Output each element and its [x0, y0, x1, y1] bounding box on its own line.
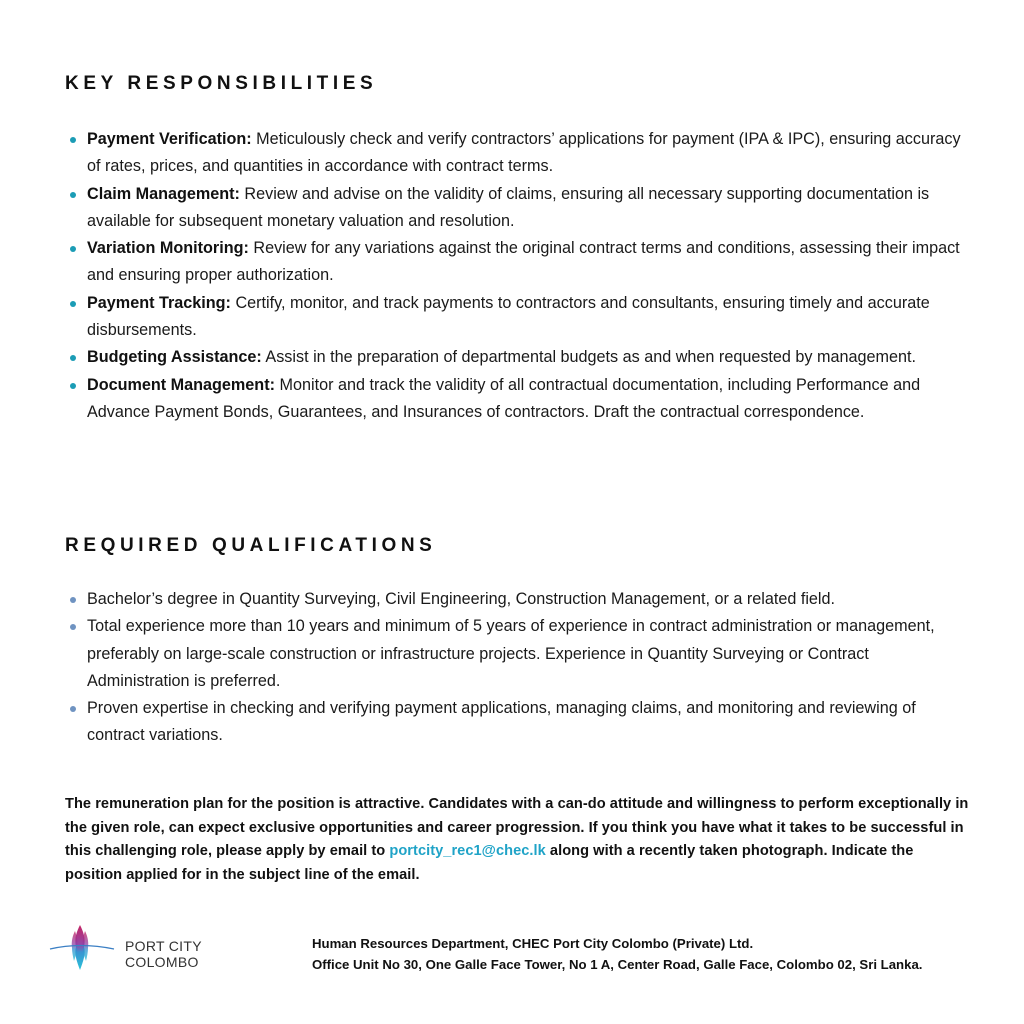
- item-label: Variation Monitoring:: [87, 239, 249, 258]
- item-label: Payment Verification:: [87, 130, 252, 148]
- remuneration-text-after: along with a recently taken photograph.: [545, 843, 832, 859]
- bullet-icon: [70, 355, 76, 361]
- key-responsibilities-heading: KEY RESPONSIBILITIES: [65, 73, 378, 94]
- item-text: Review and advise on the validity of claims, ensuring all necessary supporting documentation is available for subsequent monetary valuation and resolution.: [87, 184, 930, 230]
- logo-text: PORT CITY COLOMBO: [125, 938, 202, 970]
- item-text: Proven expertise in checking and verifying payment applications, managing claims, and monitoring and reviewing of contract variations.: [87, 699, 916, 745]
- required-qualifications-heading: REQUIRED QUALIFICATIONS: [65, 535, 437, 556]
- list-item: [70, 344, 970, 371]
- item-text: Monitor and track the validity of all contractual documentation, including Performance and Advance Payment Bonds, Guarantees, and Insurances of contractors. Draft the contractual correspondence.: [87, 375, 921, 421]
- qualifications-list: [70, 586, 970, 750]
- item-label: Payment Tracking:: [87, 293, 231, 312]
- lotus-logo-icon: [48, 922, 123, 972]
- list-item: [70, 586, 970, 613]
- subject-line-instruction: Indicate the position applied for in the subject line of the email.: [65, 843, 914, 883]
- list-item: [70, 235, 970, 290]
- remuneration-text: The remuneration plan for the position is attractive. Candidates with a can-do attitude and willingness to perform exceptionally in the given role, can expect exclusive opportunities and career progression. If you think you have what it takes to be successful in this challenging role, please apply by email to: [65, 796, 969, 859]
- list-item: [70, 181, 970, 236]
- bullet-icon: [70, 383, 76, 389]
- responsibilities-list: [70, 126, 970, 426]
- item-text: Assist in the preparation of departmental budgets as and when requested by management.: [261, 348, 917, 367]
- bullet-icon: [70, 597, 76, 603]
- list-item: [70, 290, 970, 345]
- item-label: Document Management:: [87, 375, 275, 394]
- item-text: Certify, monitor, and track payments to contractors and consultants, ensuring timely and accurate disbursements.: [87, 293, 930, 340]
- bullet-icon: [70, 137, 76, 143]
- bullet-icon: [70, 624, 76, 630]
- port-city-colombo-logo: [48, 922, 278, 972]
- item-label: Budgeting Assistance:: [87, 348, 262, 367]
- remuneration-paragraph: [65, 793, 970, 887]
- email-link[interactable]: portcity_rec1@chec.lk: [389, 843, 546, 859]
- item-text: Bachelor’s degree in Quantity Surveying, Civil Engineering, Construction Management, or a related field.: [87, 590, 836, 608]
- bullet-icon: [70, 192, 76, 198]
- bullet-icon: [70, 301, 76, 307]
- bullet-icon: [70, 706, 76, 712]
- list-item: [70, 372, 970, 427]
- list-item: [70, 695, 970, 750]
- list-item: [70, 126, 970, 181]
- item-label: Claim Management:: [87, 184, 240, 203]
- item-text: Meticulously check and verify contractors’ applications for payment (IPA & IPC), ensuring accuracy of rates, prices, and quantities in accordance with contract terms.: [87, 130, 961, 176]
- item-text: Review for any variations against the original contract terms and conditions, assessing their impact and ensuring proper authorization.: [87, 239, 960, 285]
- address-line-2: Office Unit No 30, One Galle Face Tower, No 1 A, Center Road, Galle Face, Colombo 02, Sri Lanka.: [312, 957, 923, 972]
- address-line-1: Human Resources Department, CHEC Port City Colombo (Private) Ltd.: [312, 936, 754, 951]
- item-text: Total experience more than 10 years and minimum of 5 years of experience in contract administration or management, preferably on large-scale construction or infrastructure projects. Experience in Quantity Surveying or Contract Administration is preferred.: [87, 617, 935, 690]
- list-item: [70, 613, 970, 695]
- company-address: [312, 933, 922, 975]
- bullet-icon: [70, 246, 76, 252]
